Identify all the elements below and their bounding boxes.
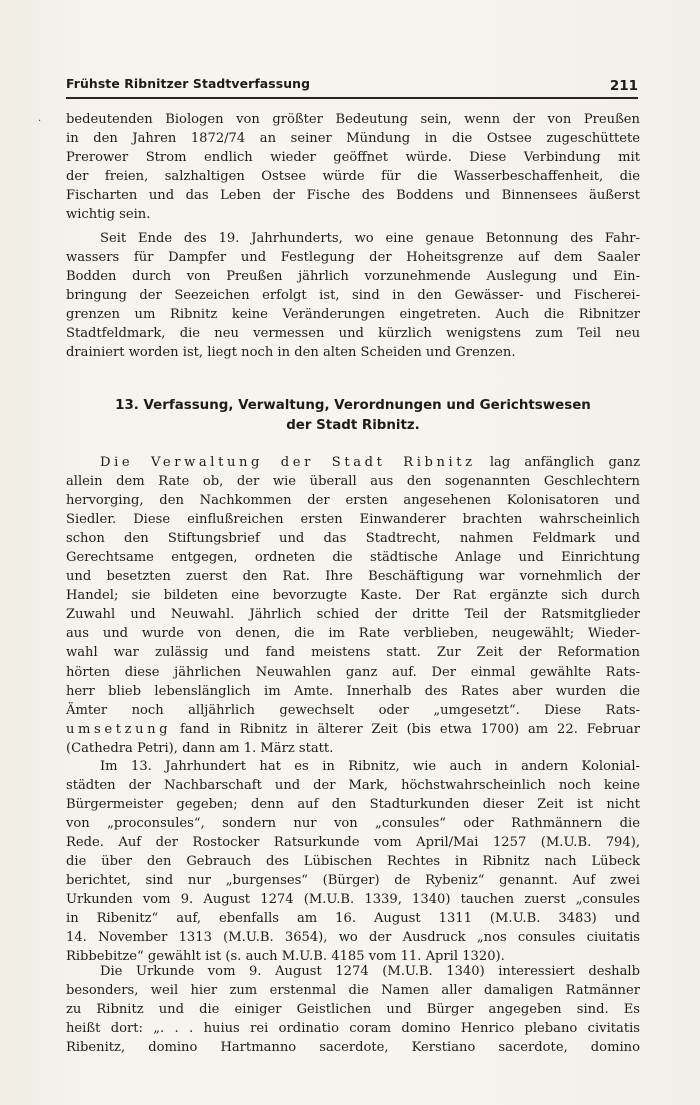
text-line: Seit Ende des 19. Jahrhunderts, wo eine genaue Betonnung des Fahr- [100,231,640,246]
text-line [66,720,640,739]
text-line: (Cathedra Petri), dann am 1. März statt. [66,740,334,756]
page-header [66,74,638,96]
text-line: Die Urkunde vom 9. August 1274 (M.U.B. 1340) interessiert deshalb [100,964,640,979]
text-line: aus und wurde von denen, die im Rate verblieben, neugewählt; Wieder- [66,626,640,642]
text-line: Handel; sie bildeten eine bevorzugte Kaste. Der Rat ergänzte sich durch [66,588,640,604]
spaced-emphasis: umsetzung [66,721,172,737]
text-line: wichtig sein. [66,207,151,223]
text-line: grenzen um Ribnitz keine Veränderungen eingetreten. Auch die Ribnitzer [66,307,640,323]
section-heading [66,396,640,436]
text-fragment: lag anfänglich ganz [475,455,640,470]
text-fragment: fand in Ribnitz in älterer Zeit (bis etwa 1700) am 22. Februar [171,721,640,737]
text-line: Im 13. Jahrhundert hat es in Ribnitz, wie auch in andern Kolonial- [100,759,640,774]
text-line: besonders, weil hier zum erstenmal die Namen aller damaligen Ratmänner [66,983,640,999]
text-line: der freien, salzhaltigen Ostsee würde für die Wasserbeschaffenheit, die [66,169,640,185]
text-line: Fischarten und das Leben der Fische des Boddens und Binnensees äußerst [66,188,640,204]
text-line: schon den Stiftungsbrief und das Stadtrecht, nahmen Feldmark und [66,531,640,547]
header-rule [66,97,638,99]
section-heading-line-1: 13. Verfassung, Verwaltung, Verordnungen und Gerichtswesen [115,398,591,413]
text-line: berichtet, sind nur „burgenses“ (Bürger) de Rybeniz“ genannt. Auf zwei [66,873,640,889]
text-line: herr blieb lebenslänglich im Amte. Innerhalb des Rates aber wurden die [66,683,640,699]
text-line: die über den Gebrauch des Lübischen Rechtes in Ribnitz nach Lübeck [66,854,640,870]
text-line: Zuwahl und Neuwahl. Jährlich schied der dritte Teil der Ratsmitglieder [66,607,640,623]
text-line: Ribenitz, domino Hartmanno sacerdote, Kerstiano sacerdote, domino [66,1040,640,1056]
text-line: in Ribenitz“ auf, ebenfalls am 16. August 1311 (M.U.B. 3483) und [66,911,640,927]
text-line: Gerechtsame entgegen, ordneten die städtische Anlage und Einrichtung [66,550,640,566]
paragraph-5 [66,962,640,1057]
running-head: Frühste Ribnitzer Stadtverfassung [66,76,311,91]
text-line: hörten diese jährlichen Neuwahlen ganz auf. Der einmal gewählte Rats- [66,664,640,680]
text-line: bringung der Seezeichen erfolgt ist, sind in den Gewässer- und Fischerei- [66,288,640,304]
text-line: allein dem Rate ob, der wie überall aus den sogenannten Geschlechtern [66,474,640,490]
text-line: Rede. Auf der Rostocker Ratsurkunde vom April/Mai 1257 (M.U.B. 794), [66,835,640,851]
margin-mark: · [38,116,42,127]
text-line: wassers für Dampfer und Festlegung der Hoheitsgrenze auf dem Saaler [66,250,640,266]
text-line: Stadtfeldmark, die neu vermessen und kürzlich wenigstens zum Teil neu [66,326,640,342]
text-line: und besetzten zuerst den Rat. Ihre Beschäftigung war vornehmlich der [66,569,640,585]
text-line: Siedler. Diese einflußreichen ersten Einwanderer brachten wahrscheinlich [66,512,640,528]
text-line: in den Jahren 1872/74 an seiner Mündung in die Ostsee zugeschüttete [66,131,640,147]
text-line: Ribbebitze“ gewählt ist (s. auch M.U.B. 4185 vom 11. April 1320). [66,949,505,965]
text-line: von „proconsules“, sondern nur von „consules“ oder Rathmännern die [66,816,640,832]
section-heading-line-2: der Stadt Ribnitz. [286,418,420,433]
text-line [66,453,640,472]
text-line: drainiert worden ist, liegt noch in den alten Scheiden und Grenzen. [66,345,516,361]
text-line: Ämter noch alljährlich gewechselt oder „umgesetzt“. Diese Rats- [66,702,640,718]
text-line: Bürgermeister gegeben; denn auf den Stadturkunden dieser Zeit ist nicht [66,797,640,813]
page-number: 211 [609,78,638,94]
text-line: zu Ribnitz und die einiger Geistlichen und Bürger angegeben sind. Es [66,1002,640,1018]
spaced-emphasis: Die Verwaltung der Stadt Ribnitz [100,455,476,470]
paragraph-3 [66,453,640,758]
text-line: hervorging, den Nachkommen der ersten angesehenen Kolonisatoren und [66,493,640,509]
text-line: wahl war zulässig und fand meistens statt. Zur Zeit der Reformation [66,645,640,661]
text-line: bedeutenden Biologen von größter Bedeutung sein, wenn der von Preußen [66,112,640,127]
paragraph-2 [66,229,640,362]
text-line: Prerower Strom endlich wieder geöffnet würde. Diese Verbindung mit [66,150,640,166]
text-line: 14. November 1313 (M.U.B. 3654), wo der Ausdruck „nos consules ciuitatis [66,930,640,946]
paragraph-4 [66,757,640,967]
text-line: Bodden durch von Preußen jährlich vorzunehmende Auslegung und Ein- [66,269,640,285]
text-line: heißt dort: „. . . huius rei ordinatio coram domino Henrico plebano civitatis [66,1021,640,1037]
paragraph-1 [66,110,640,224]
text-line: Urkunden vom 9. August 1274 (M.U.B. 1339, 1340) tauchen zuerst „consules [66,892,640,908]
text-line: städten der Nachbarschaft und der Mark, höchstwahrscheinlich noch keine [66,778,640,794]
